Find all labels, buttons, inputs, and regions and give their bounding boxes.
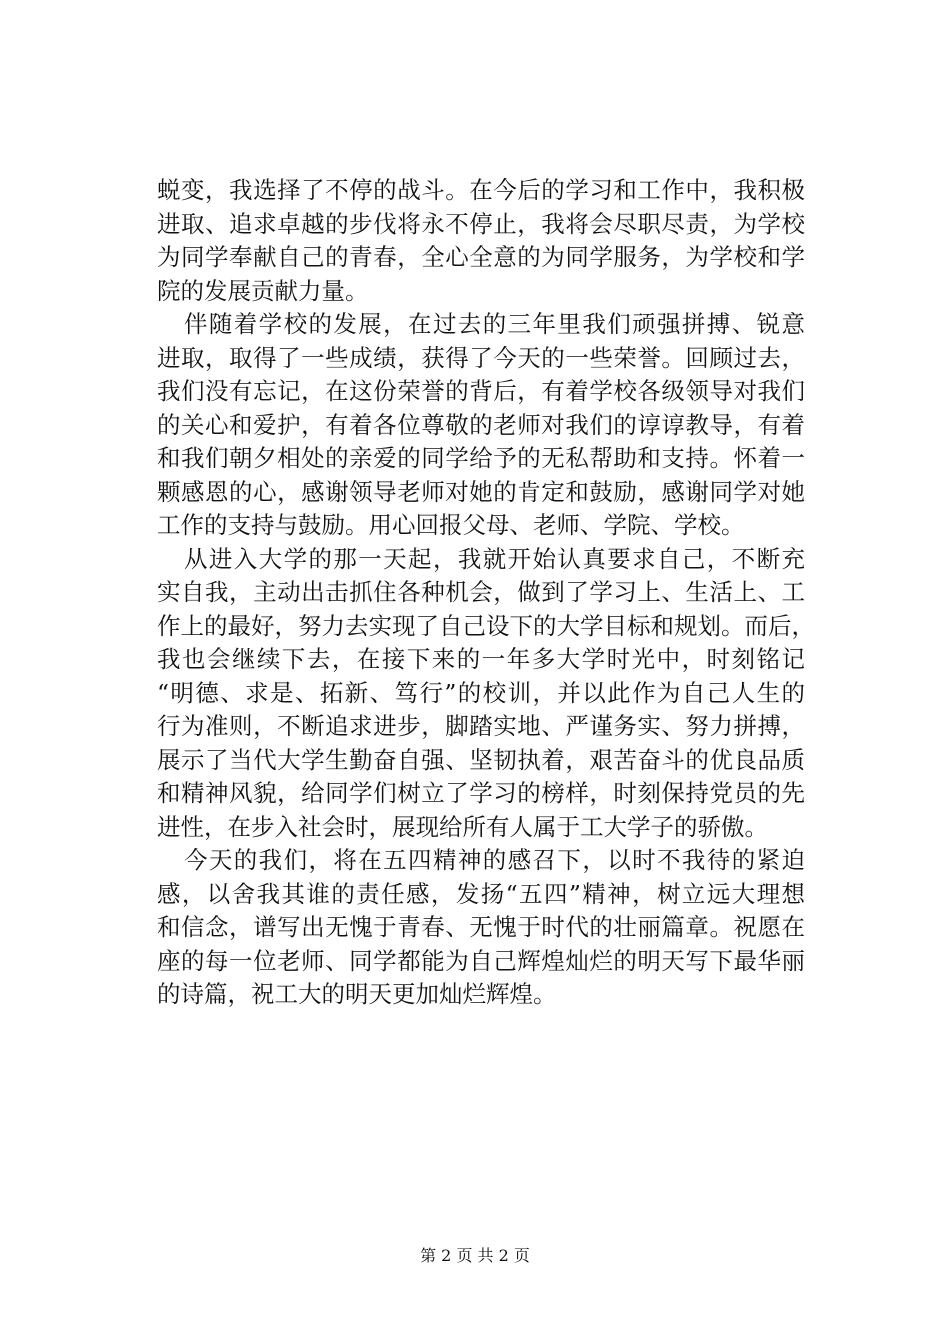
- text-line: 实自我，主动出击抓住各种机会，做到了学习上、生活上、工: [157, 578, 805, 606]
- text-line: 行为准则，不断追求进步，脚踏实地、严谨务实、努力拼搏，: [157, 712, 805, 740]
- text-line: 的诗篇，祝工大的明天更加灿烂辉煌。: [157, 980, 557, 1008]
- text-line: 颗感恩的心，感谢领导老师对她的肯定和鼓励，感谢同学对她: [157, 477, 805, 506]
- document-body: [157, 174, 815, 1012]
- text-line: 伴随着学校的发展，在过去的三年里我们顽强拼搏、锐意: [184, 310, 805, 338]
- text-line: 蜕变，我选择了不停的战斗。在今后的学习和工作中，我积极: [157, 176, 805, 204]
- text-line: 和我们朝夕相处的亲爱的同学给予的无私帮助和支持。怀着一: [157, 444, 805, 472]
- text-line: 作上的最好，努力去实现了自己设下的大学目标和规划。而后，: [157, 611, 815, 640]
- text-line: 和信念，谱写出无愧于青春、无愧于时代的壮丽篇章。祝愿在: [157, 913, 805, 941]
- text-line: 和精神风貌，给同学们树立了学习的榜样，时刻保持党员的先: [157, 779, 805, 807]
- text-line: 我们没有忘记，在这份荣誉的背后，有着学校各级领导对我们: [157, 377, 805, 405]
- text-line: 进取，取得了一些成绩，获得了今天的一些荣誉。回顾过去，: [157, 343, 805, 372]
- text-line: 进性，在步入社会时，展现给所有人属于工大学子的骄傲。: [157, 812, 768, 841]
- text-line: 的关心和爱护，有着各位尊敬的老师对我们的谆谆教导，有着: [157, 410, 805, 439]
- text-line: 座的每一位老师、同学都能为自己辉煌灿烂的明天写下最华丽: [157, 946, 805, 975]
- page-footer: 第 2 页 共 2 页: [420, 1246, 530, 1265]
- text-line: 展示了当代大学生勤奋自强、坚韧执着，艰苦奋斗的优良品质: [157, 745, 805, 774]
- text-line: 进取、追求卓越的步伐将永不停止，我将会尽职尽责，为学校: [157, 209, 805, 238]
- text-line: 为同学奉献自己的青春，全心全意的为同学服务，为学校和学: [157, 243, 805, 271]
- text-line: 感，以舍我其谁的责任感，发扬“五四”精神，树立远大理想: [157, 879, 805, 908]
- text-line: 院的发展贡献力量。: [157, 276, 369, 305]
- text-line: 我也会继续下去，在接下来的一年多大学时光中，时刻铭记: [157, 645, 805, 673]
- text-line: “明德、求是、拓新、笃行”的校训，并以此作为自己人生的: [157, 678, 805, 707]
- text-line: 今天的我们，将在五四精神的感召下，以时不我待的紧迫: [184, 846, 805, 874]
- text-line: 从进入大学的那一天起，我就开始认真要求自己，不断充: [184, 544, 805, 573]
- text-line: 工作的支持与鼓励。用心回报父母、老师、学院、学校。: [157, 511, 745, 539]
